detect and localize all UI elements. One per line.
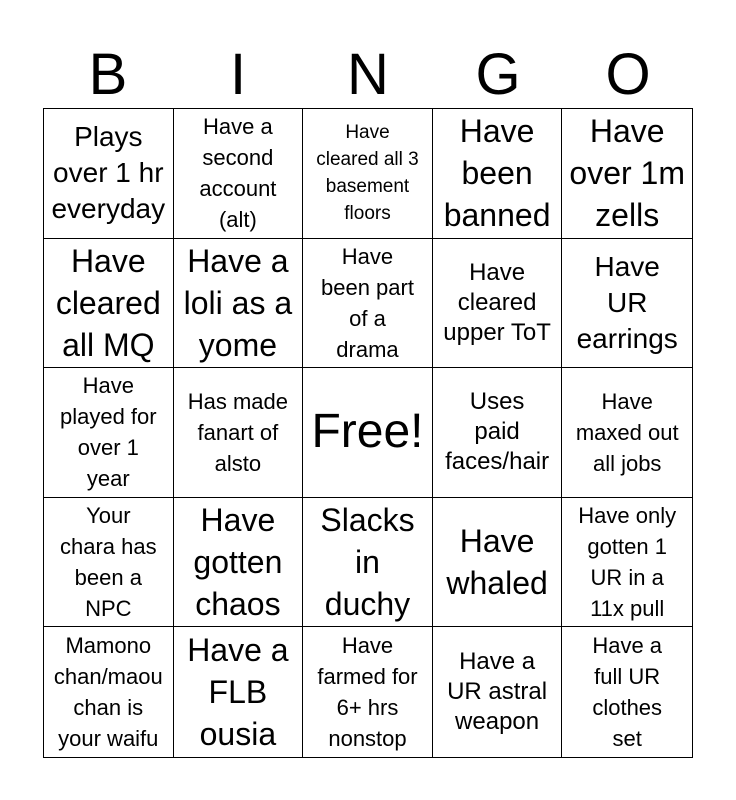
free-space-text: Free! [311,405,424,459]
cell-text: Have gotten chaos [193,502,283,623]
bingo-cell-r5c2[interactable] [174,627,304,757]
cell-text: Have cleared all MQ [55,242,161,363]
bingo-cell-r4c5[interactable] [562,498,692,628]
cell-text: Have been part of a drama [321,243,414,362]
bingo-cell-r4c2[interactable] [174,498,304,628]
cell-text: Have farmed for 6+ hrs nonstop [317,633,418,752]
cell-text: Have a full UR clothes set [592,633,663,752]
bingo-cell-r1c1[interactable] [44,109,174,239]
cell-text: Have a loli as a yome [183,242,293,363]
bingo-cell-r5c5[interactable] [562,627,692,757]
bingo-cell-r4c1[interactable] [44,498,174,628]
cell-text: Have over 1m zells [569,113,685,234]
cell-text: Have cleared upper ToT [443,258,551,346]
cell-text: Mamono chan/maou chan is your waifu [53,633,163,752]
cell-text: Have a UR astral weapon [447,648,548,736]
bingo-grid [43,108,693,758]
header-letter-i: I [229,42,247,107]
cell-text: Uses paid faces/hair [445,388,550,476]
cell-text: Have cleared all 3 basement floors [316,122,419,225]
cell-text: Have maxed out all jobs [575,388,679,476]
bingo-cell-r3c5[interactable] [562,368,692,498]
bingo-cell-r3c4[interactable] [433,368,563,498]
cell-text: Have whaled [446,523,548,602]
bingo-cell-r2c3[interactable] [303,239,433,369]
cell-text: Have UR earrings [576,250,678,354]
bingo-cell-r5c1[interactable] [44,627,174,757]
bingo-header [43,42,693,108]
bingo-cell-r3c1[interactable] [44,368,174,498]
header-letter-g: G [475,42,521,107]
cell-text: Have been banned [443,113,551,234]
cell-text: Has made fanart of alsto [187,388,289,476]
header-letter-o: O [605,42,651,107]
cell-text: Have a FLB ousia [187,632,289,753]
bingo-cell-r4c3[interactable] [303,498,433,628]
bingo-cell-r2c2[interactable] [174,239,304,369]
bingo-cell-r3c2[interactable] [174,368,304,498]
bingo-cell-free[interactable] [303,368,433,498]
cell-text: Slacks in duchy [320,502,415,623]
bingo-cell-r1c5[interactable] [562,109,692,239]
bingo-cell-r2c5[interactable] [562,239,692,369]
cell-text: Have only gotten 1 UR in a 11x pull [578,503,677,622]
bingo-cell-r4c4[interactable] [433,498,563,628]
bingo-cell-r1c3[interactable] [303,109,433,239]
header-letter-b: B [88,42,128,107]
cell-text: Have a second account (alt) [199,114,277,233]
cell-text: Have played for over 1 year [59,373,157,492]
cell-text: Your chara has been a NPC [59,503,157,622]
bingo-cell-r1c4[interactable] [433,109,563,239]
header-letter-n: N [347,42,389,107]
bingo-cell-r1c2[interactable] [174,109,304,239]
bingo-cell-r5c4[interactable] [433,627,563,757]
bingo-cell-r5c3[interactable] [303,627,433,757]
cell-text: Plays over 1 hr everyday [51,121,166,225]
bingo-cell-r2c1[interactable] [44,239,174,369]
bingo-cell-r2c4[interactable] [433,239,563,369]
